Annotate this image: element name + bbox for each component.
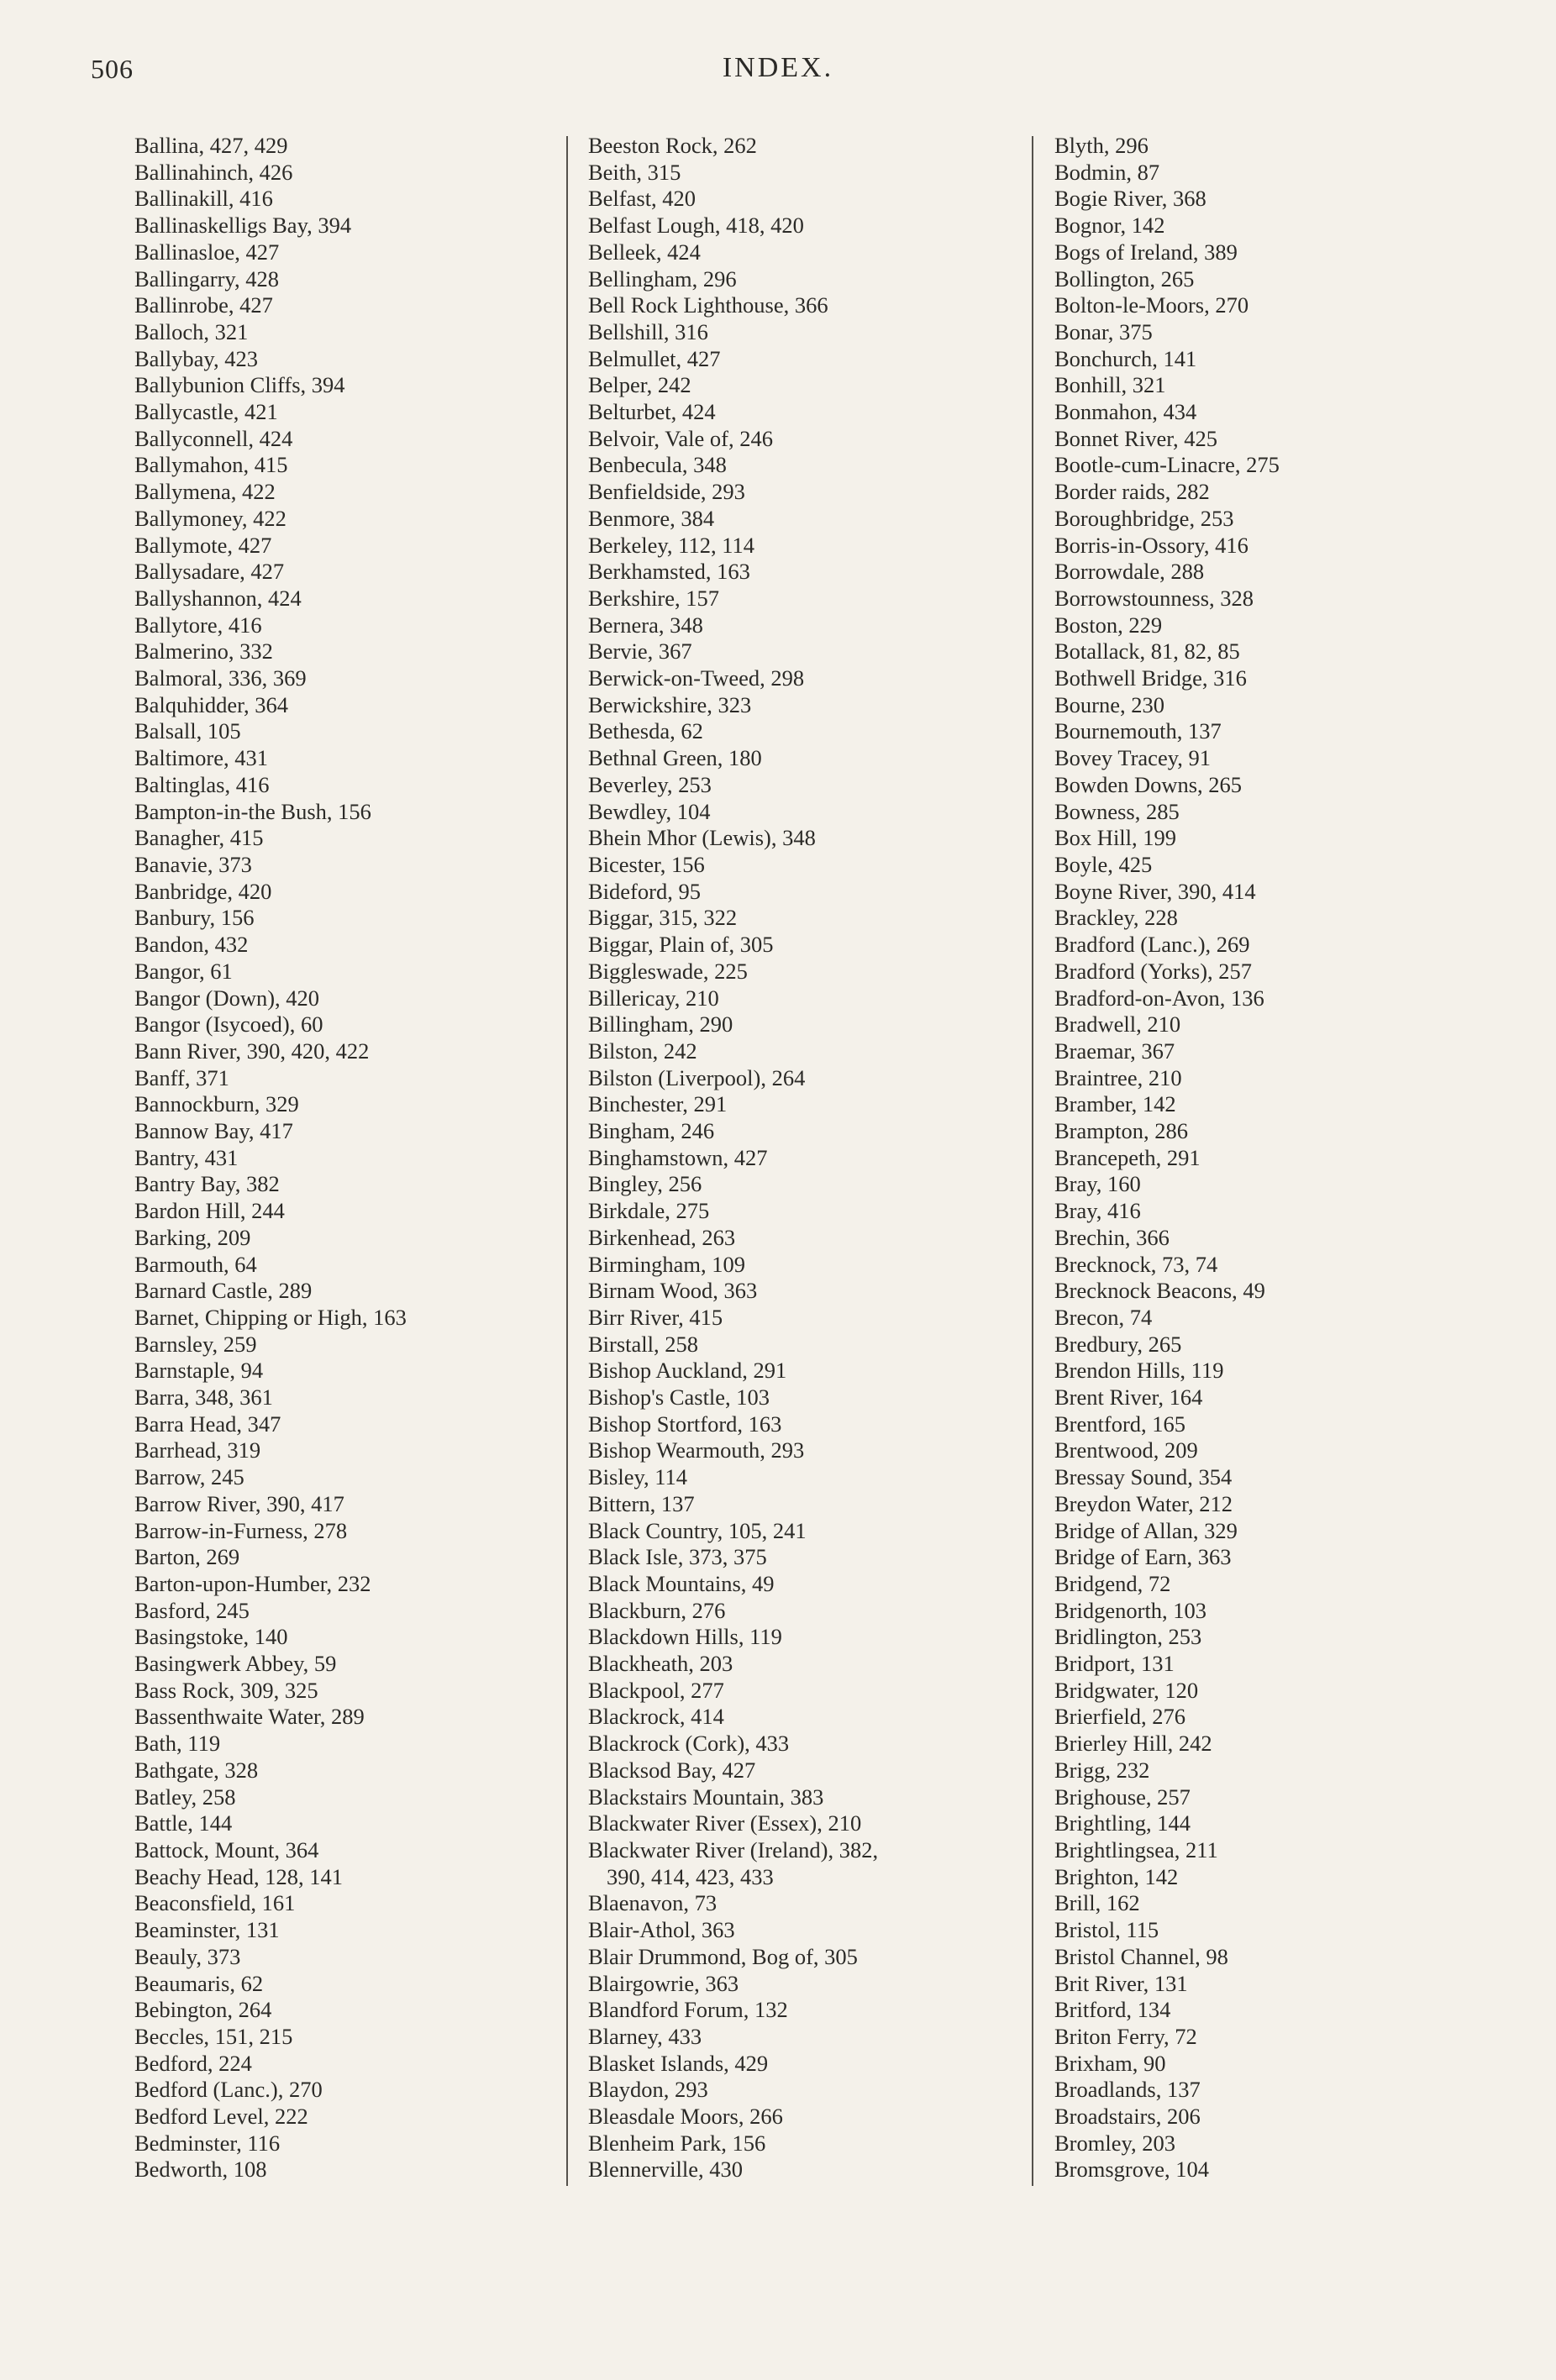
index-entry: Birstall, 258 [588, 1331, 699, 1357]
index-entry: Belfast Lough, 418, 420 [588, 213, 804, 239]
index-entry: Blackrock, 414 [588, 1704, 724, 1730]
index-entry: Beverley, 253 [588, 771, 712, 797]
index-entry: Bonchurch, 141 [1054, 345, 1197, 371]
index-entry: Ballingarry, 428 [134, 265, 279, 292]
index-entry: Bredbury, 265 [1054, 1331, 1182, 1357]
index-entry: Bangor (Isycoed), 60 [134, 1011, 323, 1038]
index-entry: Bannockburn, 329 [134, 1091, 299, 1117]
index-entry: Bingham, 246 [588, 1118, 715, 1144]
index-entry: Bothwell Bridge, 316 [1054, 665, 1247, 691]
index-entry: Box Hill, 199 [1054, 825, 1177, 851]
index-entry: Blackwater River (Ireland), 382, [588, 1837, 879, 1862]
index-entry: Ballymoney, 422 [134, 505, 286, 531]
index-entry: Barnet, Chipping or High, 163 [134, 1304, 407, 1330]
index-entry: Ballytore, 416 [134, 612, 262, 638]
index-entry: Barton-upon-Humber, 232 [134, 1570, 371, 1596]
index-entry: Brancepeth, 291 [1054, 1144, 1201, 1170]
index-entry: Bollington, 265 [1054, 265, 1195, 292]
index-entry: Beeston Rock, 262 [588, 133, 757, 158]
index-entry: Ballinasloe, 427 [134, 239, 280, 265]
index-entry: Benfieldside, 293 [588, 479, 745, 505]
index-entry: Bantry Bay, 382 [134, 1171, 280, 1197]
index-entry: Bonmahon, 434 [1054, 399, 1197, 425]
index-entry: Ballinaskelligs Bay, 394 [134, 213, 352, 239]
index-entry: Bedford Level, 222 [134, 2104, 308, 2130]
index-entry: Bell Rock Lighthouse, 366 [588, 292, 828, 318]
index-entry: Bewdley, 104 [588, 798, 711, 824]
index-entry: Belmullet, 427 [588, 345, 721, 371]
index-entry: Bradford (Yorks), 257 [1054, 958, 1253, 984]
index-entry: Bridge of Allan, 329 [1054, 1517, 1238, 1543]
index-entry: Bernera, 348 [588, 612, 703, 638]
index-entry: Barrow, 245 [134, 1464, 244, 1490]
index-entry: Bishop's Castle, 103 [588, 1384, 770, 1411]
index-entry: Balmoral, 336, 369 [134, 665, 307, 691]
index-entry: Brierley Hill, 242 [1054, 1731, 1212, 1757]
index-entry: Bishop Auckland, 291 [588, 1358, 787, 1384]
index-entry: Bingley, 256 [588, 1171, 702, 1197]
index-entry: Birkenhead, 263 [588, 1224, 736, 1250]
index-entry: Blaydon, 293 [588, 2077, 708, 2103]
index-entry: Billingham, 290 [588, 1011, 733, 1038]
index-entry: Brit River, 131 [1054, 1970, 1188, 1996]
index-entry: Ballymote, 427 [134, 532, 272, 558]
index-entry: Brackley, 228 [1054, 905, 1178, 931]
index-entry: Bisley, 114 [588, 1464, 688, 1490]
index-entry: Boyle, 425 [1054, 851, 1153, 877]
index-entry: Ballybunion Cliffs, 394 [134, 372, 345, 398]
index-entry: Bangor (Down), 420 [134, 985, 320, 1011]
index-entry: Bellingham, 296 [588, 265, 737, 292]
index-entry: Bridgend, 72 [1054, 1570, 1171, 1596]
index-entry: Birnam Wood, 363 [588, 1278, 758, 1304]
index-entry: Bootle-cum-Linacre, 275 [1054, 452, 1280, 478]
index-entry: Boston, 229 [1054, 612, 1163, 638]
index-entry: Bonhill, 321 [1054, 372, 1166, 398]
index-entry: Biggar, Plain of, 305 [588, 932, 774, 958]
index-column-2 [588, 133, 1017, 2183]
index-entry: Barnard Castle, 289 [134, 1278, 313, 1304]
index-entry: Bridge of Earn, 363 [1054, 1544, 1232, 1570]
index-entry: Bradwell, 210 [1054, 1011, 1181, 1038]
index-entry: Blackheath, 203 [588, 1651, 733, 1677]
index-entry: Barmouth, 64 [134, 1251, 257, 1277]
index-entry: Blackrock (Cork), 433 [588, 1731, 790, 1757]
index-entry: Birr River, 415 [588, 1304, 723, 1330]
index-entry: Bandon, 432 [134, 932, 249, 958]
index-entry: Banff, 371 [134, 1064, 229, 1090]
index-entry: Birkdale, 275 [588, 1198, 710, 1224]
index-entry: Barrow River, 390, 417 [134, 1490, 344, 1516]
index-entry: Brampton, 286 [1054, 1118, 1188, 1144]
index-entry: Blackwater River (Essex), 210 [588, 1810, 862, 1836]
index-entry: Blennerville, 430 [588, 2157, 743, 2183]
index-entry: Ballybay, 423 [134, 345, 258, 371]
index-entry: Ballycastle, 421 [134, 399, 278, 425]
index-entry: Beachy Head, 128, 141 [134, 1863, 343, 1889]
index-entry: Battle, 144 [134, 1810, 233, 1836]
index-entry: Blandford Forum, 132 [588, 1997, 788, 2023]
page-number: 506 [91, 54, 134, 84]
index-entry: Bedminster, 116 [134, 2130, 281, 2156]
index-entry: Brightling, 144 [1054, 1810, 1191, 1836]
index-entry: 390, 414, 423, 433 [607, 1863, 774, 1889]
index-entry: Barra, 348, 361 [134, 1384, 273, 1411]
index-entry: Bromley, 203 [1054, 2130, 1176, 2156]
index-entry: Bristol Channel, 98 [1054, 1943, 1228, 1969]
index-entry: Bangor, 61 [134, 958, 233, 984]
column-divider [1032, 136, 1033, 2186]
index-entry: Beccles, 151, 215 [134, 2023, 293, 2049]
index-entry: Blackdown Hills, 119 [588, 1624, 782, 1650]
index-entry: Bogie River, 368 [1054, 186, 1206, 212]
index-entry: Bass Rock, 309, 325 [134, 1677, 318, 1703]
column-divider [566, 136, 568, 2186]
index-entry: Bressay Sound, 354 [1054, 1464, 1233, 1490]
index-entry: Bedworth, 108 [134, 2157, 267, 2183]
index-entry: Brentwood, 209 [1054, 1437, 1198, 1463]
index-entry: Bromsgrove, 104 [1054, 2157, 1210, 2183]
index-entry: Bradford-on-Avon, 136 [1054, 985, 1264, 1011]
index-entry: Bodmin, 87 [1054, 159, 1160, 185]
index-entry: Bradford (Lanc.), 269 [1054, 932, 1250, 958]
index-entry: Berkeley, 112, 114 [588, 532, 754, 558]
index-entry: Belvoir, Vale of, 246 [588, 425, 773, 451]
index-entry: Barking, 209 [134, 1224, 251, 1250]
index-entry: Bathgate, 328 [134, 1757, 259, 1783]
index-entry: Billericay, 210 [588, 985, 719, 1011]
index-entry: Botallack, 81, 82, 85 [1054, 638, 1240, 665]
index-entry: Baltimore, 431 [134, 745, 268, 771]
index-entry: Bilston, 242 [588, 1038, 697, 1064]
index-entry: Bath, 119 [134, 1731, 221, 1757]
index-entry: Benbecula, 348 [588, 452, 727, 478]
index-entry: Brigg, 232 [1054, 1757, 1150, 1783]
index-entry: Bittern, 137 [588, 1490, 695, 1516]
index-entry: Black Mountains, 49 [588, 1570, 775, 1596]
index-entry: Brightlingsea, 211 [1054, 1837, 1218, 1862]
index-entry: Ballina, 427, 429 [134, 133, 288, 158]
index-entry: Beaconsfield, 161 [134, 1890, 296, 1916]
index-entry: Bassenthwaite Water, 289 [134, 1704, 365, 1730]
index-entry: Braemar, 367 [1054, 1038, 1175, 1064]
index-entry: Benmore, 384 [588, 505, 715, 531]
index-entry: Blaenavon, 73 [588, 1890, 718, 1916]
index-entry: Breydon Water, 212 [1054, 1490, 1233, 1516]
index-column-3 [1054, 133, 1500, 2183]
index-entry: Bann River, 390, 420, 422 [134, 1038, 370, 1064]
index-entry: Banagher, 415 [134, 825, 264, 851]
index-entry: Bridport, 131 [1054, 1651, 1175, 1677]
index-entry: Boyne River, 390, 414 [1054, 878, 1256, 904]
index-entry: Brentford, 165 [1054, 1411, 1186, 1437]
index-entry: Battock, Mount, 364 [134, 1837, 319, 1862]
index-entry: Balmerino, 332 [134, 638, 273, 665]
index-entry: Berkhamsted, 163 [588, 559, 750, 585]
index-entry: Briton Ferry, 72 [1054, 2023, 1197, 2049]
index-entry: Brierfield, 276 [1054, 1704, 1186, 1730]
index-entry: Biggar, 315, 322 [588, 905, 738, 931]
index-entry: Bishop Wearmouth, 293 [588, 1437, 805, 1463]
index-entry: Belper, 242 [588, 372, 691, 398]
index-entry: Ballinrobe, 427 [134, 292, 273, 318]
index-entry: Barrhead, 319 [134, 1437, 261, 1463]
index-entry: Barra Head, 347 [134, 1411, 281, 1437]
index-entry: Bridgwater, 120 [1054, 1677, 1199, 1703]
index-entry: Banbridge, 420 [134, 878, 272, 904]
index-entry: Blackstairs Mountain, 383 [588, 1784, 824, 1810]
index-entry: Blenheim Park, 156 [588, 2130, 766, 2156]
index-entry: Bridlington, 253 [1054, 1624, 1202, 1650]
index-entry: Bowden Downs, 265 [1054, 771, 1243, 797]
index-entry: Black Country, 105, 241 [588, 1517, 807, 1543]
index-entry: Blair-Athol, 363 [588, 1917, 735, 1943]
index-entry: Borrowstounness, 328 [1054, 585, 1254, 611]
index-entry: Bellshill, 316 [588, 318, 708, 344]
index-entry: Bethnal Green, 180 [588, 745, 762, 771]
index-entry: Barrow-in-Furness, 278 [134, 1517, 348, 1543]
index-entry: Ballyshannon, 424 [134, 585, 302, 611]
index-entry: Belfast, 420 [588, 186, 697, 212]
index-entry: Bognor, 142 [1054, 213, 1165, 239]
index-entry: Balquhidder, 364 [134, 691, 288, 717]
index-entry: Ballymena, 422 [134, 479, 276, 505]
index-entry: Borrowdale, 288 [1054, 559, 1205, 585]
index-entry: Bray, 160 [1054, 1171, 1141, 1197]
index-entry: Black Isle, 373, 375 [588, 1544, 767, 1570]
index-entry: Balsall, 105 [134, 718, 241, 744]
index-entry: Basingwerk Abbey, 59 [134, 1651, 337, 1677]
index-entry: Beith, 315 [588, 159, 681, 185]
index-entry: Belturbet, 424 [588, 399, 716, 425]
index-entry: Barton, 269 [134, 1544, 240, 1570]
index-entry: Brendon Hills, 119 [1054, 1358, 1224, 1384]
index-entry: Ballinakill, 416 [134, 186, 273, 212]
index-entry: Broadlands, 137 [1054, 2077, 1201, 2103]
index-entry: Bhein Mhor (Lewis), 348 [588, 825, 816, 851]
index-entry: Bethesda, 62 [588, 718, 703, 744]
index-entry: Ballysadare, 427 [134, 559, 285, 585]
index-entry: Biggleswade, 225 [588, 958, 748, 984]
index-entry: Brent River, 164 [1054, 1384, 1203, 1411]
index-entry: Brecknock Beacons, 49 [1054, 1278, 1265, 1304]
index-entry: Blair Drummond, Bog of, 305 [588, 1943, 858, 1969]
index-entry: Borris-in-Ossory, 416 [1054, 532, 1248, 558]
index-entry: Blacksod Bay, 427 [588, 1757, 756, 1783]
index-entry: Bogs of Ireland, 389 [1054, 239, 1238, 265]
index-entry: Bonar, 375 [1054, 318, 1153, 344]
index-entry: Basford, 245 [134, 1597, 250, 1623]
index-entry: Braintree, 210 [1054, 1064, 1182, 1090]
index-entry: Blasket Islands, 429 [588, 2050, 769, 2076]
index-entry: Berwick-on-Tweed, 298 [588, 665, 805, 691]
index-entry: Brighouse, 257 [1054, 1784, 1191, 1810]
index-entry: Beaminster, 131 [134, 1917, 280, 1943]
index-entry: Bridgenorth, 103 [1054, 1597, 1207, 1623]
index-entry: Banbury, 156 [134, 905, 255, 931]
index-entry: Blyth, 296 [1054, 133, 1149, 158]
index-entry: Broadstairs, 206 [1054, 2104, 1201, 2130]
index-column-1 [134, 133, 555, 2183]
index-entry: Bowness, 285 [1054, 798, 1180, 824]
index-entry: Brixham, 90 [1054, 2050, 1166, 2076]
index-entry: Banavie, 373 [134, 851, 252, 877]
index-entry: Bonnet River, 425 [1054, 425, 1217, 451]
index-entry: Bedford, 224 [134, 2050, 252, 2076]
index-entry: Bolton-le-Moors, 270 [1054, 292, 1249, 318]
running-head: INDEX. [722, 52, 834, 83]
index-entry: Brighton, 142 [1054, 1863, 1179, 1889]
index-entry: Bideford, 95 [588, 878, 701, 904]
index-entry: Brill, 162 [1054, 1890, 1140, 1916]
index-entry: Bishop Stortford, 163 [588, 1411, 782, 1437]
index-entry: Boroughbridge, 253 [1054, 505, 1234, 531]
index-entry: Ballymahon, 415 [134, 452, 288, 478]
index-entry: Bristol, 115 [1054, 1917, 1159, 1943]
index-entry: Bleasdale Moors, 266 [588, 2104, 783, 2130]
index-entry: Binchester, 291 [588, 1091, 728, 1117]
index-entry: Bournemouth, 137 [1054, 718, 1222, 744]
index-entry: Bilston (Liverpool), 264 [588, 1064, 806, 1090]
index-entry: Blackburn, 276 [588, 1597, 726, 1623]
index-entry: Border raids, 282 [1054, 479, 1210, 505]
index-entry: Balloch, 321 [134, 318, 249, 344]
index-entry: Blarney, 433 [588, 2023, 702, 2049]
index-entry: Bicester, 156 [588, 851, 705, 877]
index-entry: Bebington, 264 [134, 1997, 272, 2023]
index-entry: Ballinahinch, 426 [134, 159, 293, 185]
index-entry: Bampton-in-the Bush, 156 [134, 798, 371, 824]
index-entry: Bannow Bay, 417 [134, 1118, 293, 1144]
index-entry: Bray, 416 [1054, 1198, 1141, 1224]
index-entry: Brecon, 74 [1054, 1304, 1153, 1330]
index-entry: Britford, 134 [1054, 1997, 1171, 2023]
index-entry: Bedford (Lanc.), 270 [134, 2077, 323, 2103]
index-entry: Barnsley, 259 [134, 1331, 257, 1357]
index-entry: Batley, 258 [134, 1784, 236, 1810]
index-entry: Binghamstown, 427 [588, 1144, 768, 1170]
index-entry: Brecknock, 73, 74 [1054, 1251, 1218, 1277]
index-entry: Bantry, 431 [134, 1144, 239, 1170]
index-entry: Berkshire, 157 [588, 585, 720, 611]
index-entry: Birmingham, 109 [588, 1251, 745, 1277]
index-entry: Beauly, 373 [134, 1943, 241, 1969]
index-entry: Bervie, 367 [588, 638, 692, 665]
index-entry: Baltinglas, 416 [134, 771, 270, 797]
index-entry: Bourne, 230 [1054, 691, 1165, 717]
index-entry: Ballyconnell, 424 [134, 425, 293, 451]
index-entry: Berwickshire, 323 [588, 691, 752, 717]
index-entry: Brechin, 366 [1054, 1224, 1170, 1250]
index-entry: Blairgowrie, 363 [588, 1970, 739, 1996]
index-entry: Basingstoke, 140 [134, 1624, 288, 1650]
index-entry: Belleek, 424 [588, 239, 701, 265]
index-entry: Bramber, 142 [1054, 1091, 1176, 1117]
index-entry: Barnstaple, 94 [134, 1358, 264, 1384]
index-entry: Bovey Tracey, 91 [1054, 745, 1211, 771]
index-entry: Beaumaris, 62 [134, 1970, 264, 1996]
index-entry: Bardon Hill, 244 [134, 1198, 285, 1224]
index-entry: Blackpool, 277 [588, 1677, 724, 1703]
